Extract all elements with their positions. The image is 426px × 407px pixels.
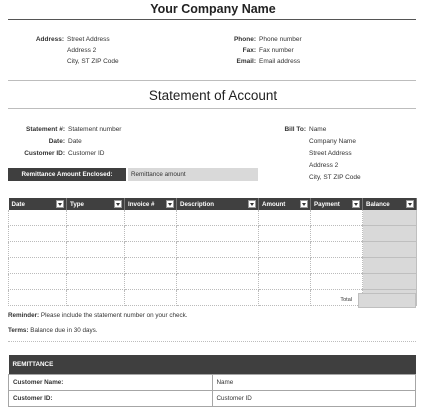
filter-dropdown-icon[interactable]: [248, 200, 256, 208]
address-line-3: City, ST ZIP Code: [67, 58, 119, 65]
table-row: [9, 274, 417, 290]
table-cell[interactable]: [363, 226, 417, 242]
table-cell[interactable]: [67, 242, 125, 258]
filter-dropdown-icon[interactable]: [300, 200, 308, 208]
terms-label: Terms:: [8, 327, 29, 334]
remittance-title: REMITTANCE: [9, 355, 416, 375]
table-cell[interactable]: [363, 242, 417, 258]
table-cell[interactable]: [125, 242, 177, 258]
table-cell[interactable]: [9, 226, 67, 242]
table-cell[interactable]: [177, 210, 259, 226]
bill-to-line-4: Address 2: [309, 162, 339, 169]
customer-id-label: Customer ID:: [24, 150, 65, 157]
email-value: Email address: [259, 58, 301, 65]
table-cell[interactable]: [67, 274, 125, 290]
table-cell[interactable]: [177, 258, 259, 274]
statement-title: Statement of Account: [148, 88, 278, 103]
table-cell[interactable]: [125, 274, 177, 290]
table-cell[interactable]: [259, 274, 311, 290]
table-cell[interactable]: [259, 242, 311, 258]
reminder-note: [8, 312, 188, 319]
table-cell[interactable]: [177, 226, 259, 242]
column-header-label: Balance: [366, 200, 390, 208]
statement-number-value: Statement number: [68, 126, 122, 133]
remittance-amount-field[interactable]: Remittance amount: [128, 168, 258, 181]
contact-divider: [8, 80, 416, 81]
filter-dropdown-icon[interactable]: [352, 200, 360, 208]
date-label: Date:: [48, 138, 65, 145]
column-header-label: Date: [11, 200, 25, 208]
statement-number-label: Statement #:: [25, 126, 65, 133]
filter-dropdown-icon[interactable]: [166, 200, 174, 208]
remittance-enclosed-bar: [8, 168, 258, 181]
table-cell[interactable]: [67, 258, 125, 274]
customer-id-remit-label: Customer ID:: [9, 391, 213, 407]
table-cell[interactable]: [177, 242, 259, 258]
email-label: Email:: [236, 58, 256, 65]
table-cell[interactable]: [67, 290, 125, 306]
column-header-balance[interactable]: [363, 198, 417, 210]
column-header-label: Invoice #: [128, 200, 155, 208]
address-line-2: Address 2: [67, 47, 97, 54]
customer-id-remit-value[interactable]: Customer ID: [212, 391, 416, 407]
table-cell[interactable]: [259, 258, 311, 274]
table-cell[interactable]: [259, 210, 311, 226]
table-cell[interactable]: [67, 210, 125, 226]
address-label: Address:: [35, 36, 64, 43]
header-divider: [8, 19, 416, 20]
table-cell[interactable]: [125, 290, 177, 306]
column-header-label: Description: [180, 200, 215, 208]
table-header-row: [9, 198, 417, 210]
table-row: [9, 290, 417, 306]
cut-line: [8, 341, 416, 342]
table-cell[interactable]: [9, 210, 67, 226]
table-cell[interactable]: [9, 258, 67, 274]
column-header-description[interactable]: [177, 198, 259, 210]
table-cell[interactable]: [125, 258, 177, 274]
filter-dropdown-icon[interactable]: [56, 200, 64, 208]
bill-to-line-5: City, ST ZIP Code: [309, 174, 361, 181]
fax-label: Fax:: [242, 47, 256, 54]
table-row: [9, 258, 417, 274]
column-header-amount[interactable]: [259, 198, 311, 210]
phone-value: Phone number: [259, 36, 302, 43]
table-cell[interactable]: [311, 242, 363, 258]
table-cell[interactable]: [311, 226, 363, 242]
column-header-date[interactable]: [9, 198, 67, 210]
bill-to-label: Bill To:: [284, 126, 306, 133]
table-row: [9, 210, 417, 226]
table-row: [9, 226, 417, 242]
table-cell[interactable]: [125, 226, 177, 242]
filter-dropdown-icon[interactable]: [114, 200, 122, 208]
table-cell[interactable]: [363, 210, 417, 226]
table-cell[interactable]: [363, 274, 417, 290]
table-row: [9, 391, 416, 407]
filter-dropdown-icon[interactable]: [406, 200, 414, 208]
column-header-payment[interactable]: [311, 198, 363, 210]
terms-text: Balance due in 30 days.: [28, 327, 98, 334]
bill-to-line-3: Street Address: [309, 150, 352, 157]
phone-label: Phone:: [233, 36, 256, 43]
remittance-enclosed-label: Remittance Amount Enclosed:: [8, 168, 126, 181]
customer-id-value: Customer ID: [68, 150, 105, 157]
address-line-1: Street Address: [67, 36, 110, 43]
table-cell[interactable]: [363, 258, 417, 274]
total-value-cell[interactable]: [358, 293, 416, 308]
total-label: Total: [340, 297, 352, 303]
table-cell[interactable]: [9, 242, 67, 258]
column-header-label: Payment: [314, 200, 340, 208]
transactions-table: [8, 198, 417, 306]
remittance-table: [8, 355, 416, 407]
reminder-label: Reminder:: [8, 312, 40, 319]
table-cell[interactable]: [9, 274, 67, 290]
table-cell[interactable]: [311, 274, 363, 290]
column-header-type[interactable]: [67, 198, 125, 210]
table-cell[interactable]: [9, 290, 67, 306]
table-cell[interactable]: [177, 290, 259, 306]
terms-note: [8, 327, 98, 334]
bill-to-line-2: Company Name: [309, 138, 356, 145]
date-value: Date: [68, 138, 82, 145]
table-row: [9, 242, 417, 258]
customer-name-value[interactable]: Name: [212, 375, 416, 391]
column-header-label: Type: [70, 200, 84, 208]
column-header-invoice[interactable]: [125, 198, 177, 210]
table-cell[interactable]: [177, 274, 259, 290]
table-cell[interactable]: [311, 210, 363, 226]
fax-value: Fax number: [259, 47, 294, 54]
column-header-label: Amount: [262, 200, 286, 208]
customer-name-label: Customer Name:: [9, 375, 213, 391]
table-cell[interactable]: [259, 226, 311, 242]
table-cell[interactable]: [311, 258, 363, 274]
company-name: Your Company Name: [150, 2, 276, 16]
table-row: [9, 375, 416, 391]
reminder-text: Please include the statement number on your check.: [39, 312, 188, 319]
bill-to-line-1: Name: [309, 126, 327, 133]
table-cell[interactable]: [125, 210, 177, 226]
table-cell[interactable]: [67, 226, 125, 242]
title-divider: [8, 108, 416, 109]
